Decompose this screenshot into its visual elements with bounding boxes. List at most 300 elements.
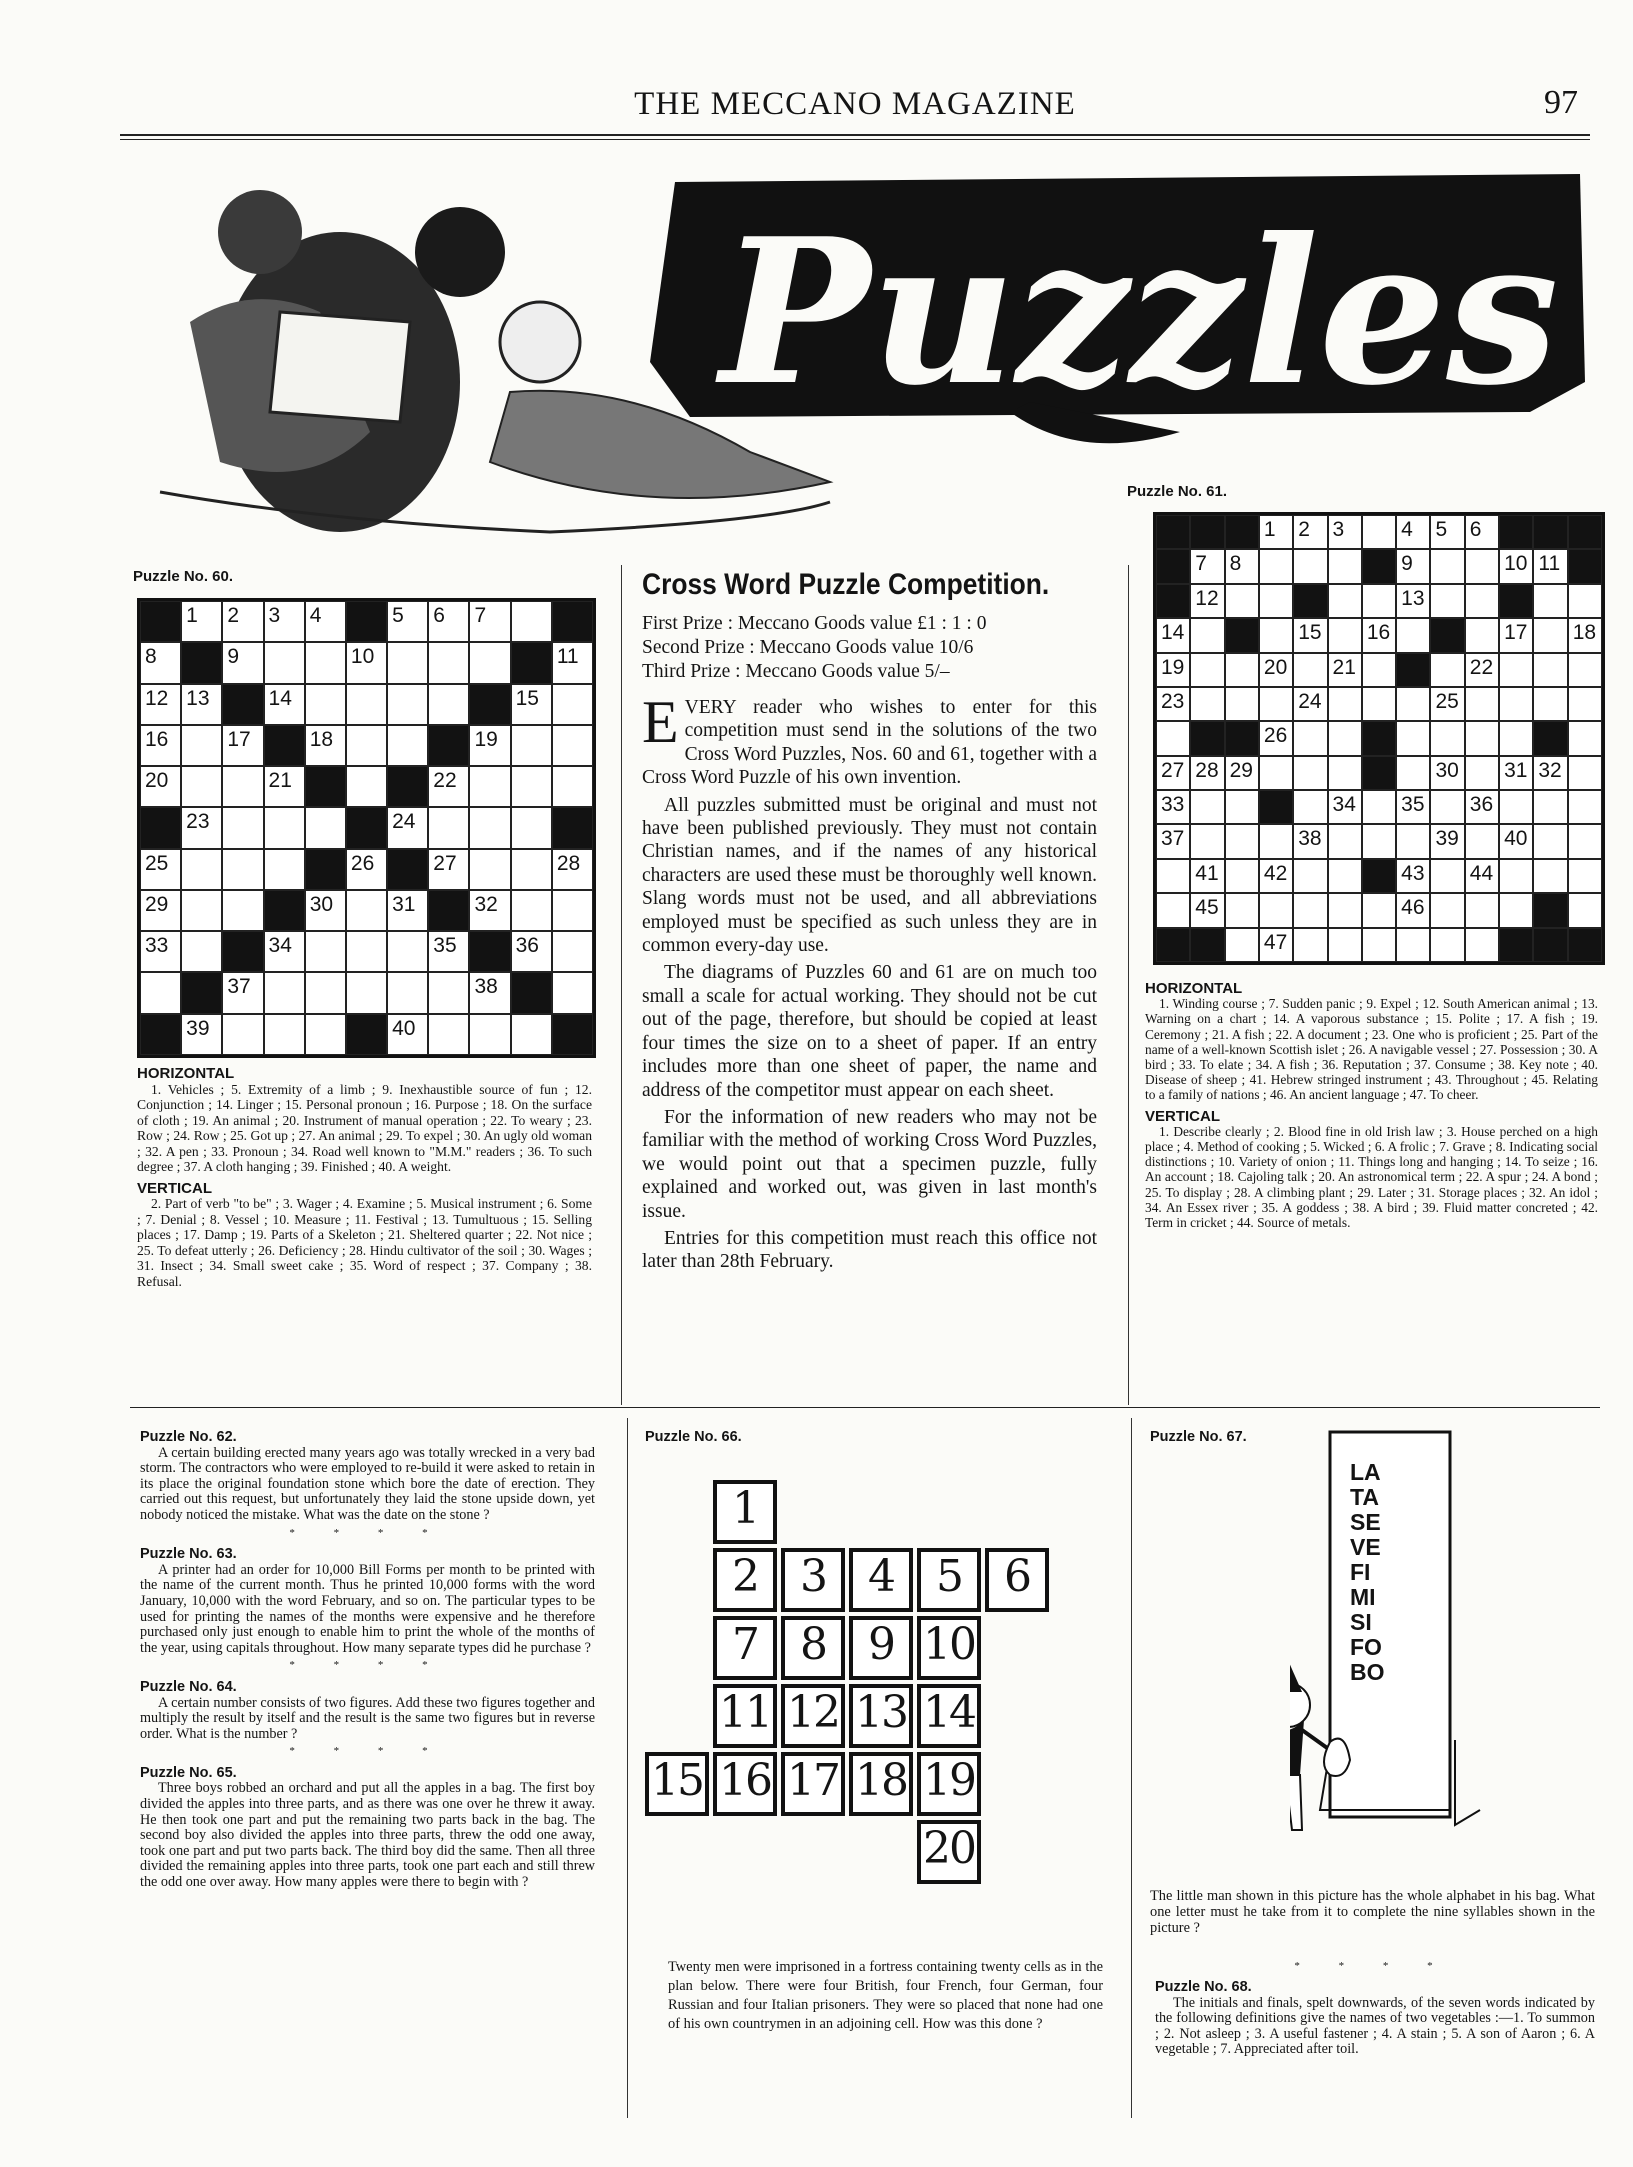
puzzle61-grid-cell (1293, 790, 1327, 824)
puzzle61-grid-cell (1499, 687, 1533, 721)
puzzle60-grid-cell (305, 972, 346, 1013)
puzzle62-text: A certain building erected many years ago was totally wrecked in a very bad storm. The contractors who were employed to re-build it were asked to retain in its place the original foundation stone which bore the date of erection. They carried out this request, but unfortunately they laid the stone upside down, yet nobody noticed the mistake. What was the date on the stone ? (140, 1444, 595, 1523)
competition-body (642, 689, 1097, 1274)
prison-cell: 12 (781, 1684, 845, 1748)
puzzle61-grid-cell (1499, 790, 1533, 824)
puzzle64-title: Puzzle No. 64. (140, 1678, 237, 1695)
puzzle61-grid-cell (1362, 618, 1396, 652)
puzzle60-grid-cell (428, 642, 469, 683)
puzzle61-grid-cell (1225, 790, 1259, 824)
puzzle60-grid-cell (140, 931, 181, 972)
puzzle61-grid-cell (1190, 584, 1224, 618)
clue-number: 24 (392, 810, 416, 834)
puzzle60-grid-cell (552, 931, 593, 972)
puzzle61-grid-cell (1396, 515, 1430, 549)
puzzle60-grid-cell (140, 725, 181, 766)
syllable: MI (1350, 1584, 1376, 1610)
puzzle61-grid-cell (1396, 928, 1430, 962)
puzzle60-grid-cell (552, 642, 593, 683)
puzzle61-grid-cell (1499, 549, 1533, 583)
puzzle60-grid-cell (469, 642, 510, 683)
clue-number: 2 (227, 604, 240, 627)
puzzle61-grid-cell (1362, 893, 1396, 927)
clue-number: 40 (1504, 827, 1528, 851)
lower-divider-left (627, 1418, 628, 2118)
puzzle60-grid-cell (264, 766, 305, 807)
puzzle61-grid-cell (1430, 515, 1464, 549)
puzzle61-grid-cell (1156, 790, 1190, 824)
puzzle67-text: The little man shown in this picture has the whole alphabet in his bag. What one letter must he take from it to complete the nine syllables shown in the picture ? (1150, 1888, 1595, 1936)
puzzle61-grid-cell (1328, 790, 1362, 824)
clue-number: 16 (1366, 621, 1391, 645)
puzzle61-grid-cell (1225, 859, 1259, 893)
puzzle61-grid-cell (1259, 721, 1293, 755)
puzzle60-grid-cell (469, 972, 510, 1013)
puzzle61-grid-cell (1259, 515, 1293, 549)
puzzle61-grid-cell (1533, 928, 1567, 962)
puzzle60-grid-cell (181, 601, 222, 642)
puzzle60-grid-cell (511, 1014, 552, 1055)
puzzle61-grid-cell (1259, 618, 1293, 652)
puzzle60-grid-cell (387, 642, 428, 683)
puzzle60-grid-cell (428, 684, 469, 725)
clue-number: 37 (1161, 827, 1185, 851)
puzzle61-grid-cell (1362, 687, 1396, 721)
puzzle60-grid-cell (140, 684, 181, 725)
puzzle60-grid-cell (387, 684, 428, 725)
prison-cell: 17 (781, 1752, 845, 1816)
puzzle60-grid-cell (387, 931, 428, 972)
puzzle61-grid-cell (1156, 928, 1190, 962)
puzzle60-grid-cell (222, 807, 263, 848)
prison-cell: 2 (713, 1548, 777, 1612)
clue-number: 17 (227, 727, 251, 751)
clue-number: 44 (1469, 861, 1494, 885)
competition-paragraph-4: For the information of new readers who may not be familiar with the method of working Cross Word Puzzles, we would point out that a specimen puzzle, fully explained and worked out, was given in last month's issue. (642, 1106, 1097, 1222)
stars-divider: * * * * (289, 1526, 446, 1539)
puzzle62-title: Puzzle No. 62. (140, 1429, 237, 1445)
puzzle61-grid-cell (1465, 790, 1499, 824)
puzzle61-grid-cell (1396, 893, 1430, 927)
puzzle66-text: Twenty men were imprisoned in a fortress containing twenty cells as in the plan below. There were four British, four French, four German, four Russian and four Italian prisoners. They were so placed that none had one of his own countrymen in an adjoining cell. How was this done ? (668, 1959, 1103, 2032)
puzzle60-grid-cell (264, 972, 305, 1013)
puzzle60-grid-cell (222, 601, 263, 642)
puzzle60-horizontal-heading: HORIZONTAL (137, 1065, 235, 1082)
prison-cell: 18 (849, 1752, 913, 1816)
puzzle60-grid-cell (305, 849, 346, 890)
puzzle66-caption: Puzzle No. 66. (645, 1429, 742, 1445)
puzzle61-grid-cell (1362, 549, 1396, 583)
puzzle60-grid-cell (552, 684, 593, 725)
syllable: SE (1350, 1509, 1381, 1535)
clue-number: 36 (515, 934, 539, 958)
puzzle60-grid-cell (264, 931, 305, 972)
clue-number: 3 (268, 604, 281, 627)
puzzle61-grid-cell (1533, 893, 1567, 927)
clue-number: 14 (1161, 621, 1185, 645)
clue-number: 8 (1229, 552, 1242, 576)
syllable: VE (1350, 1534, 1381, 1560)
puzzle61-grid-cell (1156, 721, 1190, 755)
competition-title: Cross Word Puzzle Competition. (642, 568, 1050, 601)
puzzle60-grid-cell (428, 890, 469, 931)
puzzle60-grid-cell (181, 766, 222, 807)
puzzle61-grid-cell (1362, 584, 1396, 618)
puzzle60-grid-cell (552, 601, 593, 642)
puzzle61-grid-cell (1293, 653, 1327, 687)
magazine-title: THE MECCANO MAGAZINE (634, 86, 1076, 122)
puzzle61-grid-cell (1293, 687, 1327, 721)
clue-number: 11 (1538, 552, 1561, 576)
puzzle61-grid-cell (1533, 824, 1567, 858)
puzzle68-block (1155, 1980, 1595, 2058)
puzzle61-grid-cell (1328, 721, 1362, 755)
puzzle61-grid-cell (1293, 756, 1327, 790)
puzzle60-grid-cell (140, 807, 181, 848)
puzzle60-grid-cell (181, 807, 222, 848)
clue-number: 5 (392, 604, 404, 627)
clue-number: 19 (1161, 655, 1185, 679)
puzzle63-text: A printer had an order for 10,000 Bill Forms per month to be printed with the name of the current month. Thus he printed 10,000 forms with the word January, 10,000 with the word February, and so on. The particular types to be used for printing the names of the months were expensive and he therefore purchased only just enough to enable him to print the whole of the months of the year, using capitals throughout. How many separate types did he purchase ? (140, 1561, 595, 1656)
puzzle61-grid-cell (1499, 893, 1533, 927)
clue-number: 11 (556, 645, 579, 669)
stars-divider: * * * * (289, 1745, 446, 1758)
puzzle61-grid-cell (1568, 790, 1602, 824)
clue-number: 26 (1263, 724, 1288, 748)
clue-number: 17 (1504, 621, 1528, 645)
puzzle60-grid-cell (305, 890, 346, 931)
puzzle60-grid-cell (387, 766, 428, 807)
puzzle60-grid-cell (140, 890, 181, 931)
puzzle61-grid-cell (1190, 824, 1224, 858)
puzzle61-grid-cell (1499, 515, 1533, 549)
puzzle61-grid-cell (1225, 893, 1259, 927)
puzzle60-grid-cell (387, 601, 428, 642)
puzzle61-grid-cell (1293, 928, 1327, 962)
puzzle60-grid-cell (346, 642, 387, 683)
clue-number: 22 (1469, 655, 1494, 679)
puzzle61-grid-cell (1362, 721, 1396, 755)
puzzle61-grid-cell (1190, 790, 1224, 824)
puzzle61-grid-cell (1259, 687, 1293, 721)
puzzle61-grid-cell (1362, 824, 1396, 858)
clue-number: 27 (1161, 758, 1185, 782)
puzzle61-grid-cell (1430, 687, 1464, 721)
column-divider-right (1128, 565, 1129, 1405)
puzzle61-grid-cell (1430, 756, 1464, 790)
puzzle60-grid-cell (305, 766, 346, 807)
clue-number: 39 (186, 1016, 210, 1040)
puzzle60-grid-cell (469, 890, 510, 931)
puzzle60-grid-cell (428, 725, 469, 766)
clue-number: 3 (1332, 518, 1345, 541)
clue-number: 14 (268, 686, 292, 710)
clue-number: 26 (350, 851, 375, 875)
puzzle60-grid-cell (552, 849, 593, 890)
puzzle61-grid-cell (1533, 618, 1567, 652)
puzzle60-grid-cell (511, 849, 552, 890)
puzzle61-grid-cell (1568, 618, 1602, 652)
puzzle61-grid (1153, 512, 1605, 965)
clue-number: 13 (186, 686, 210, 710)
puzzle61-grid-cell (1328, 928, 1362, 962)
prison-cell: 5 (917, 1548, 981, 1612)
prison-cell: 11 (713, 1684, 777, 1748)
puzzle61-grid-cell (1259, 549, 1293, 583)
clue-number: 24 (1298, 689, 1322, 713)
clue-number: 33 (1161, 793, 1185, 817)
puzzle68-text: The initials and finals, spelt downwards, of the seven words indicated by the following definitions give the names of two vegetables :—1. To summon ; 2. Not asleep ; 3. A useful fastener ; 4. A stain ; 5. A son of Aaron ; 6. A vegetable ; 7. Appreciated after toil. (1155, 1994, 1595, 2058)
clue-number: 23 (1161, 689, 1185, 713)
puzzle60-vertical-heading: VERTICAL (137, 1179, 212, 1197)
puzzle60-grid-cell (428, 972, 469, 1013)
clue-number: 38 (474, 975, 498, 999)
puzzle60-grid-cell (181, 972, 222, 1013)
clue-number: 27 (433, 851, 457, 875)
puzzle60-grid-cell (428, 807, 469, 848)
puzzle61-grid-cell (1499, 618, 1533, 652)
clue-number: 4 (309, 604, 322, 627)
puzzle60-clues (137, 1060, 592, 1289)
clue-number: 12 (145, 686, 169, 710)
puzzle60-grid-cell (428, 931, 469, 972)
puzzle65-title: Puzzle No. 65. (140, 1764, 237, 1781)
puzzle60-grid-cell (469, 849, 510, 890)
puzzle61-grid-cell (1328, 893, 1362, 927)
puzzle60-grid-cell (552, 807, 593, 848)
stars-divider: * * * * (1294, 1960, 1451, 1972)
puzzle61-vertical-heading: VERTICAL (1145, 1107, 1220, 1125)
puzzle61-grid-cell (1465, 515, 1499, 549)
puzzle61-grid-cell (1328, 824, 1362, 858)
clue-number: 34 (268, 934, 292, 958)
clue-number: 42 (1263, 861, 1288, 885)
puzzle61-grid-cell (1568, 824, 1602, 858)
puzzle61-grid-cell (1465, 549, 1499, 583)
clue-number: 21 (1332, 655, 1356, 679)
puzzle61-grid-cell (1396, 549, 1430, 583)
clue-number: 12 (1195, 586, 1219, 610)
puzzle60-grid-cell (469, 601, 510, 642)
puzzle61-grid-cell (1225, 653, 1259, 687)
prize-second: Second Prize : Meccano Goods value 10/6 (642, 637, 974, 658)
puzzle60-grid-cell (222, 766, 263, 807)
clue-number: 7 (1195, 552, 1207, 576)
puzzle60-grid-cell (222, 972, 263, 1013)
puzzle61-grid-cell (1293, 859, 1327, 893)
puzzle61-grid-cell (1568, 928, 1602, 962)
puzzle61-grid-cell (1533, 756, 1567, 790)
syllable: FI (1350, 1559, 1371, 1585)
puzzle61-grid-cell (1225, 721, 1259, 755)
puzzle61-grid-cell (1533, 515, 1567, 549)
puzzle60-grid-cell (140, 601, 181, 642)
puzzle61-grid-cell (1533, 859, 1567, 893)
puzzle60-grid-cell (511, 890, 552, 931)
clue-number: 36 (1469, 793, 1494, 817)
clue-number: 31 (392, 892, 416, 916)
puzzle60-grid-cell (511, 684, 552, 725)
puzzle61-grid-cell (1190, 515, 1224, 549)
prison-cell: 9 (849, 1616, 913, 1680)
puzzle61-grid-cell (1499, 756, 1533, 790)
puzzle61-grid-cell (1396, 653, 1430, 687)
prison-cell: 13 (849, 1684, 913, 1748)
puzzle61-grid-cell (1465, 893, 1499, 927)
puzzle60-grid-cell (264, 601, 305, 642)
clue-number: 20 (1263, 655, 1288, 679)
puzzle60-grid-cell (511, 725, 552, 766)
clue-number: 25 (1435, 689, 1459, 713)
prison-cell: 15 (645, 1752, 709, 1816)
puzzle61-grid-cell (1568, 653, 1602, 687)
puzzle60-grid-cell (264, 890, 305, 931)
puzzle60-grid-cell (511, 766, 552, 807)
clue-number: 34 (1332, 793, 1356, 817)
puzzle60-grid-cell (428, 1014, 469, 1055)
puzzle60-grid-cell (511, 642, 552, 683)
puzzle61-grid-cell (1465, 687, 1499, 721)
puzzle61-grid-cell (1533, 790, 1567, 824)
puzzle61-grid-cell (1465, 859, 1499, 893)
puzzle60-grid-cell (264, 642, 305, 683)
puzzle60-grid-cell (222, 849, 263, 890)
puzzle61-grid-cell (1362, 515, 1396, 549)
puzzle61-grid-cell (1430, 721, 1464, 755)
clue-number: 40 (392, 1016, 416, 1040)
puzzle61-grid-cell (1328, 515, 1362, 549)
clue-number: 18 (309, 727, 334, 751)
puzzle60-grid-cell (346, 931, 387, 972)
clue-number: 29 (1229, 758, 1253, 782)
puzzle61-grid-cell (1156, 756, 1190, 790)
syllable: FO (1350, 1634, 1382, 1660)
puzzle61-grid-cell (1328, 687, 1362, 721)
prison-cell: 7 (713, 1616, 777, 1680)
puzzle60-grid-cell (346, 1014, 387, 1055)
puzzle60-grid-cell (387, 1014, 428, 1055)
puzzle61-grid-cell (1499, 824, 1533, 858)
puzzle60-grid-cell (222, 1014, 263, 1055)
puzzle61-grid-cell (1499, 653, 1533, 687)
prison-cell: 1 (713, 1480, 777, 1544)
section-rule (130, 1407, 1600, 1408)
puzzle60-grid-cell (305, 807, 346, 848)
puzzle60-grid-cell (222, 684, 263, 725)
puzzle61-grid-cell (1190, 653, 1224, 687)
clue-number: 30 (1435, 758, 1459, 782)
clue-number: 39 (1435, 827, 1459, 851)
puzzle61-grid-cell (1190, 893, 1224, 927)
puzzle61-grid-cell (1568, 687, 1602, 721)
puzzle60-grid-cell (428, 601, 469, 642)
puzzle61-clues (1145, 975, 1598, 1230)
puzzle61-grid-cell (1362, 928, 1396, 962)
puzzle60-grid-cell (222, 890, 263, 931)
puzzle61-grid-cell (1465, 618, 1499, 652)
syllable: LA (1350, 1459, 1381, 1485)
competition-paragraph-5: Entries for this competition must reach this office not later than 28th February. (642, 1227, 1097, 1273)
puzzle61-grid-cell (1568, 549, 1602, 583)
clue-number: 9 (227, 645, 240, 669)
puzzle60-grid-cell (264, 1014, 305, 1055)
prison-cell: 10 (917, 1616, 981, 1680)
puzzle61-grid-cell (1396, 859, 1430, 893)
puzzle61-grid-cell (1465, 584, 1499, 618)
clue-number: 18 (1572, 621, 1597, 645)
puzzle60-grid-cell (387, 807, 428, 848)
clue-number: 8 (145, 645, 157, 669)
clue-number: 6 (433, 604, 445, 627)
puzzle61-grid-cell (1293, 618, 1327, 652)
puzzle61-grid-cell (1430, 653, 1464, 687)
lower-divider-right (1131, 1418, 1132, 2118)
puzzle61-grid-cell (1259, 928, 1293, 962)
puzzle61-grid-cell (1225, 549, 1259, 583)
puzzle61-grid-cell (1190, 721, 1224, 755)
puzzle61-grid-cell (1225, 584, 1259, 618)
header-rule-thin (120, 139, 1590, 140)
prison-cell: 4 (849, 1548, 913, 1612)
puzzle60-grid-cell (140, 1014, 181, 1055)
puzzle60-grid-cell (181, 1014, 222, 1055)
puzzle60-grid-cell (552, 972, 593, 1013)
puzzle61-grid-cell (1396, 687, 1430, 721)
puzzle61-grid-cell (1465, 928, 1499, 962)
syllable: SI (1350, 1609, 1372, 1635)
puzzle60-grid-cell (346, 684, 387, 725)
puzzle61-grid-cell (1328, 618, 1362, 652)
puzzle61-grid-cell (1328, 653, 1362, 687)
puzzle60-grid-cell (140, 642, 181, 683)
puzzle61-grid-cell (1362, 653, 1396, 687)
puzzle61-grid-cell (1465, 824, 1499, 858)
puzzle60-grid-cell (387, 972, 428, 1013)
drop-cap: E (642, 689, 679, 755)
puzzle61-grid-cell (1293, 893, 1327, 927)
puzzle60-vertical-clues: 2. Part of verb "to be" ; 3. Wager ; 4. Examine ; 5. Musical instrument ; 6. Some ; 7. Denial ; 8. Vessel ; 10. Measure ; 11. Festival ; 13. Tumultuous ; 15. Selling places ; 17. Damp ; 19. Parts of a Skeleton ; 21. Sheltered quarter ; 22. Not nice ; 25. To defeat utterly ; 26. Deficiency ; 28. Hindu cultivator of the soil ; 30. Wages ; 31. Insect ; 34. Small sweet cake ; 35. Word of respect ; 37. Company ; 38. Refusal. (137, 1196, 592, 1289)
puzzle61-grid-cell (1568, 584, 1602, 618)
puzzle61-grid-cell (1259, 790, 1293, 824)
competition-paragraph-3: The diagrams of Puzzles 60 and 61 are on much too small a scale for actual working. They should not be cut out of the page, therefore, but should be copied at least four times the size on to a sheet of paper. If an entry includes more than one sheet of paper, the name and address of the competitor must appear on each sheet. (642, 962, 1097, 1101)
clue-number: 21 (268, 769, 292, 793)
puzzle61-grid-cell (1259, 824, 1293, 858)
small-puzzles-column (140, 1430, 595, 1891)
puzzle61-grid-cell (1225, 928, 1259, 962)
puzzle61-grid-cell (1430, 549, 1464, 583)
prison-cell: 19 (917, 1752, 981, 1816)
clue-number: 45 (1195, 896, 1219, 920)
puzzle61-grid-cell (1259, 859, 1293, 893)
clue-number: 41 (1195, 861, 1219, 885)
puzzle60-horizontal-clues: 1. Vehicles ; 5. Extremity of a limb ; 9. Inexhaustible source of fun ; 12. Conjunction ; 14. Linger ; 15. Personal pronoun ; 16. Purpose ; 18. On the surface of cloth ; 19. An animal ; 20. Instrument of manual operation ; 22. To weary ; 23. Row ; 24. Row ; 25. Got up ; 27. An animal ; 29. To expel ; 30. An ugly old woman ; 32. A pen ; 33. Pronoun ; 34. Road well known to "M.M." readers ; 36. To such degree ; 37. A cloth hanging ; 39. Finished ; 40. A weight. (137, 1081, 592, 1174)
clue-number: 19 (474, 727, 498, 751)
puzzle61-grid-cell (1568, 756, 1602, 790)
clue-number: 33 (145, 934, 169, 958)
puzzle60-grid-cell (346, 890, 387, 931)
puzzle61-grid-cell (1362, 756, 1396, 790)
puzzle61-grid-cell (1499, 584, 1533, 618)
puzzle61-grid-cell (1533, 687, 1567, 721)
puzzle60-grid-cell (552, 1014, 593, 1055)
column-divider-left (621, 565, 622, 1405)
puzzle61-grid-cell (1568, 515, 1602, 549)
prison-cell: 6 (985, 1548, 1049, 1612)
clue-number: 15 (1298, 621, 1322, 645)
puzzle61-grid-cell (1293, 824, 1327, 858)
clue-number: 20 (145, 769, 169, 793)
prize-first: First Prize : Meccano Goods value £1 : 1 : 0 (642, 613, 987, 634)
